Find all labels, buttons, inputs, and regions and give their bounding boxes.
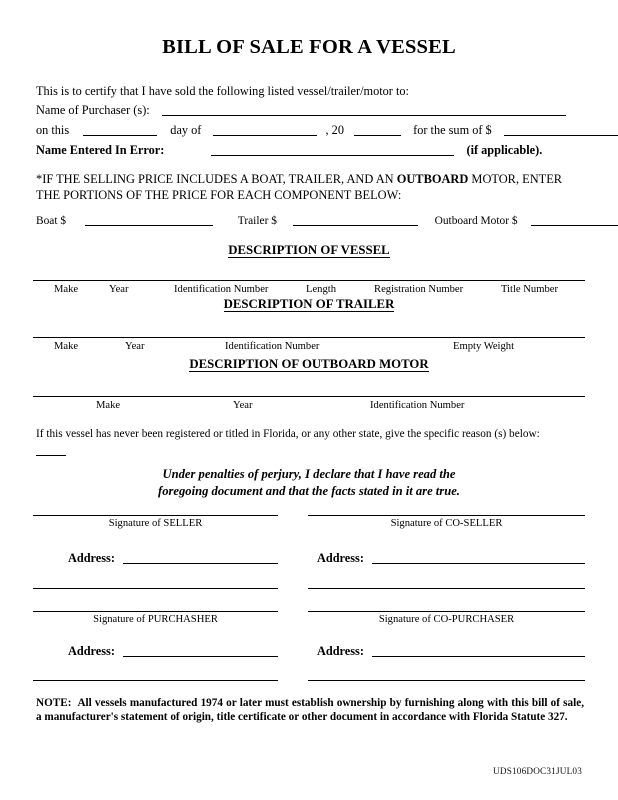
- selling-price-note: [36, 172, 584, 203]
- name-error-row: [36, 143, 582, 158]
- motor-section-heading: DESCRIPTION OF OUTBOARD MOTOR: [189, 357, 429, 371]
- motor-amount-input[interactable]: [531, 214, 618, 226]
- note-block: [36, 696, 584, 724]
- purchaser-address-label: Address:: [68, 644, 115, 658]
- trailer-label: Trailer $: [237, 215, 277, 227]
- selling-price-suffix: MOTOR, ENTER THE PORTIONS OF THE PRICE FOR EACH COMPONENT BELOW:: [36, 172, 563, 202]
- sum-label: for the sum of $: [413, 123, 492, 137]
- seller-address-line-1[interactable]: [123, 563, 278, 564]
- co-seller-address-line-2[interactable]: [308, 588, 585, 589]
- page-title: BILL OF SALE FOR A VESSEL: [162, 36, 456, 58]
- perjury-line-1: Under penalties of perjury, I declare that I have read the: [162, 467, 456, 481]
- motor-table-rule: [33, 396, 585, 397]
- co-purchaser-address-line-1[interactable]: [372, 656, 585, 657]
- seller-signature-caption: Signature of SELLER: [108, 518, 203, 529]
- purchaser-input[interactable]: [162, 104, 566, 116]
- purchaser-signature-caption: Signature of PURCHASHER: [93, 614, 218, 625]
- boat-label: Boat $: [36, 215, 67, 227]
- trailer-section-heading: DESCRIPTION OF TRAILER: [223, 297, 395, 311]
- vessel-section-heading: DESCRIPTION OF VESSEL: [228, 243, 390, 257]
- purchaser-address-line-1[interactable]: [123, 656, 278, 657]
- purchaser-address-line-2[interactable]: [33, 680, 278, 681]
- co-seller-signature-line[interactable]: [308, 515, 585, 516]
- co-purchaser-address-line-2[interactable]: [308, 680, 585, 681]
- co-seller-address-label: Address:: [317, 551, 364, 565]
- co-purchaser-signature-line[interactable]: [308, 611, 585, 612]
- co-seller-address-line-1[interactable]: [372, 563, 585, 564]
- co-seller-signature-caption: Signature of CO-SELLER: [390, 518, 503, 529]
- outboard-emphasis: OUTBOARD: [396, 172, 469, 186]
- seller-address-line-2[interactable]: [33, 588, 278, 589]
- component-price-row: [36, 214, 582, 229]
- vessel-table-rule: [33, 280, 585, 281]
- selling-price-prefix: *IF THE SELLING PRICE INCLUDES A BOAT, TRAILER, AND AN: [36, 172, 397, 186]
- footer-document-code: UDS106DOC31JUL03: [493, 766, 582, 776]
- note-lead: NOTE:: [36, 697, 72, 709]
- note-body: All vessels manufactured 1974 or later must establish ownership by furnishing along with this bill of sale, a manufacturer's statement of origin, title certificate or other document in accordance with Florida Statute 327.: [36, 697, 584, 724]
- purchaser-label: Name of Purchaser (s):: [36, 103, 150, 117]
- seller-address-label: Address:: [68, 551, 115, 565]
- name-error-input[interactable]: [211, 144, 454, 156]
- never-registered-rule[interactable]: [36, 455, 66, 456]
- on-this-label: on this: [36, 123, 70, 137]
- motor-label: Outboard Motor $: [434, 215, 518, 227]
- seller-signature-line[interactable]: [33, 515, 278, 516]
- sum-input[interactable]: [504, 124, 618, 136]
- co-purchaser-signature-caption: Signature of CO-PURCHASER: [378, 614, 515, 625]
- perjury-statement: [0, 466, 618, 500]
- purchaser-row: [36, 103, 582, 118]
- motor-column-labels: Make Year Identification Number: [96, 400, 465, 411]
- year-prefix-label: , 20: [325, 123, 344, 137]
- never-registered-text: If this vessel has never been registered or titled in Florida, or any other state, give the specific reason (s) below:: [36, 428, 540, 440]
- year-input[interactable]: [354, 124, 401, 136]
- month-input[interactable]: [213, 124, 317, 136]
- name-error-label: Name Entered In Error:: [36, 143, 165, 157]
- day-of-label: day of: [170, 123, 202, 137]
- purchaser-signature-line[interactable]: [33, 611, 278, 612]
- trailer-amount-input[interactable]: [293, 214, 418, 226]
- day-input[interactable]: [83, 124, 157, 136]
- vessel-column-labels: Make Year Identification Number Length Registration Number Title Number: [54, 284, 558, 295]
- trailer-column-labels: Make Year Identification Number Empty Weight: [54, 341, 515, 352]
- date-amount-row: [36, 123, 582, 138]
- if-applicable-label: (if applicable).: [466, 143, 543, 157]
- trailer-table-rule: [33, 337, 585, 338]
- co-purchaser-address-label: Address:: [317, 644, 364, 658]
- perjury-line-2: foregoing document and that the facts stated in it are true.: [158, 484, 460, 498]
- boat-amount-input[interactable]: [85, 214, 213, 226]
- certify-line: This is to certify that I have sold the following listed vessel/trailer/motor to:: [36, 84, 409, 98]
